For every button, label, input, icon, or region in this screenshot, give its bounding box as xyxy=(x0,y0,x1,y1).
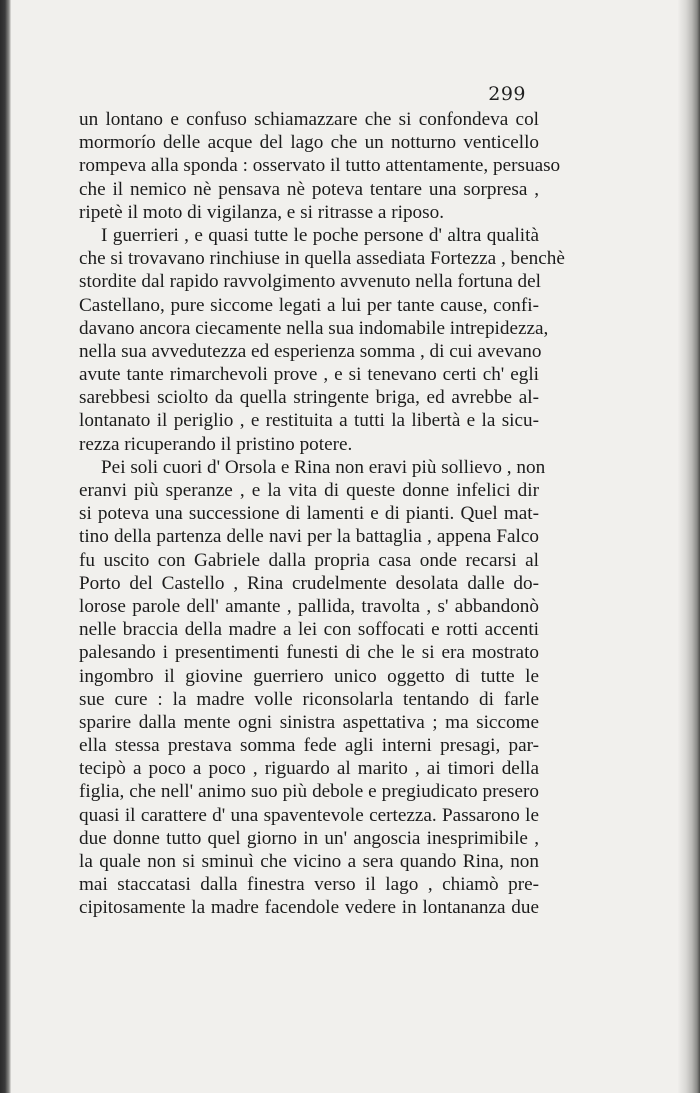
text-line: davano ancora ciecamente nella sua indomabile intrepidezza, xyxy=(79,317,549,339)
text-line: ella stessa prestava somma fede agli interni presagi, par- xyxy=(79,735,539,757)
text-line: lorose parole dell' amante , pallida, travolta , s' abbandonò xyxy=(79,595,539,617)
text-line: stordite dal rapido ravvolgimento avvenuto nella fortuna del xyxy=(79,271,541,293)
text-line: figlia, che nell' animo suo più debole e pregiudicato presero xyxy=(79,781,539,803)
text-line: mormorío delle acque del lago che un notturno venticello xyxy=(79,132,539,154)
text-line: ingombro il giovine guerriero unico oggetto di tutte le xyxy=(79,665,539,687)
text-line: Pei soli cuori d' Orsola e Rina non eravi più sollievo , non xyxy=(101,456,546,478)
text-line: che il nemico nè pensava nè poteva tentare una sorpresa , xyxy=(79,178,539,200)
text-line: ripetè il moto di vigilanza, e si ritrasse a riposo. xyxy=(79,201,445,223)
text-line: Castellano, pure siccome legati a lui per tante cause, confi- xyxy=(79,294,539,316)
text-line: che si trovavano rinchiuse in quella assediata Fortezza , benchè xyxy=(79,248,565,270)
text-line: Porto del Castello , Rina crudelmente desolata dalle do- xyxy=(79,572,539,594)
text-line: si poteva una successione di lamenti e di pianti. Quel mat- xyxy=(79,503,539,525)
text-line: un lontano e confuso schiamazzare che si confondeva col xyxy=(79,109,539,130)
text-line: rompeva alla sponda : osservato il tutto attentamente, persuaso xyxy=(79,155,561,177)
body-text xyxy=(79,108,565,920)
text-line: due donne tutto quel giorno in un' angoscia inesprimibile , xyxy=(79,827,539,849)
text-line: fu uscito con Gabriele dalla propria casa onde recarsi al xyxy=(79,549,539,571)
text-line: sue cure : la madre volle riconsolarla tentando di farle xyxy=(79,688,539,710)
text-line: cipitosamente la madre facendole vedere in lontananza due xyxy=(79,897,539,919)
text-line: palesando i presentimenti funesti di che le si era mostrato xyxy=(79,642,539,664)
page-edge-shadow-right xyxy=(678,0,700,1093)
text-line: tecipò a poco a poco , riguardo al marito , ai timori della xyxy=(79,758,539,780)
text-line: tino della partenza delle navi per la battaglia , appena Falco xyxy=(79,526,539,548)
page-binding-shadow-left xyxy=(0,0,11,1093)
text-line: avute tante rimarchevoli prove , e si tenevano certi ch' egli xyxy=(79,364,539,386)
text-line: nelle braccia della madre a lei con soffocati e rotti accenti xyxy=(79,619,539,641)
text-line: la quale non si sminuì che vicino a sera quando Rina, non xyxy=(79,851,539,872)
text-line: nella sua avvedutezza ed esperienza somma , di cui avevano xyxy=(79,340,542,362)
text-line: rezza ricuperando il pristino potere. xyxy=(79,433,353,455)
text-line: mai staccatasi dalla finestra verso il lago , chiamò pre- xyxy=(79,874,539,896)
text-line: lontanato il periglio , e restituita a tutti la libertà e la sicu- xyxy=(79,410,539,432)
text-line: sarebbesi sciolto da quella stringente briga, ed avrebbe al- xyxy=(79,387,539,409)
text-line: sparire dalla mente ogni sinistra aspettativa ; ma siccome xyxy=(79,711,539,733)
text-line: quasi il carattere d' una spaventevole certezza. Passarono le xyxy=(79,804,539,826)
text-line: eranvi più speranze , e la vita di queste donne infelici dir xyxy=(79,480,539,501)
text-line: I guerrieri , e quasi tutte le poche persone d' altra qualità xyxy=(101,224,539,246)
page-number: 299 xyxy=(488,83,526,105)
